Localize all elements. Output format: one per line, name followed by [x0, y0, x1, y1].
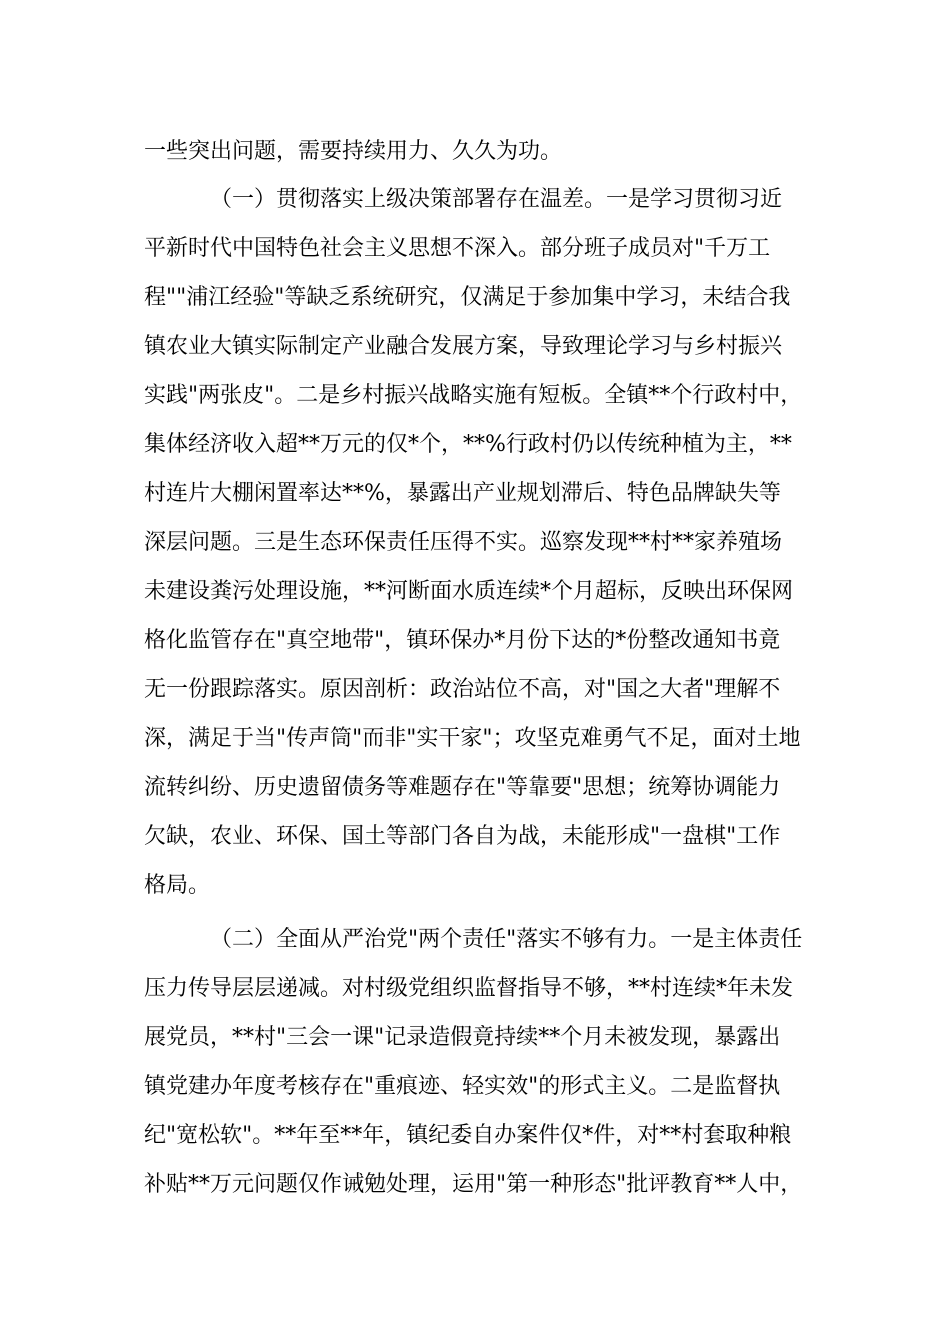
text-line: 镇党建办年度考核存在"重痕迹、轻实效"的形式主义。二是监督执: [144, 1074, 781, 1099]
text-line: 格化监管存在"真空地带"，镇环保办*月份下达的*份整改通知书竟: [144, 628, 781, 653]
text-line: 欠缺，农业、环保、国土等部门各自为战，未能形成"一盘棋"工作: [144, 824, 781, 849]
text-line: 流转纠纷、历史遗留债务等难题存在"等靠要"思想；统筹协调能力: [144, 775, 781, 800]
text-line: 村连片大棚闲置率达**%，暴露出产业规划滞后、特色品牌缺失等: [144, 481, 781, 506]
text-line: 压力传导层层递减。对村级党组织监督指导不够，**村连续*年未发: [144, 976, 794, 1001]
section-heading-line: （二）全面从严治党"两个责任"落实不够有力。一是主体责任: [210, 927, 803, 952]
text-line: 无一份跟踪落实。原因剖析：政治站位不高，对"国之大者"理解不: [144, 677, 781, 702]
text-line: 纪"宽松软"。**年至**年，镇纪委自办案件仅*件，对**村套取种粮: [144, 1123, 792, 1148]
text-line: 展党员，**村"三会一课"记录造假竟持续**个月未被发现，暴露出: [144, 1025, 781, 1050]
text-line: 一些突出问题，需要持续用力、久久为功。: [144, 139, 563, 164]
section-heading-line: （一）贯彻落实上级决策部署存在温差。一是学习贯彻习近: [210, 187, 783, 212]
text-line: 程""浦江经验"等缺乏系统研究，仅满足于参加集中学习，未结合我: [144, 285, 791, 310]
text-line: 深层问题。三是生态环保责任压得不实。巡察发现**村**家养殖场: [144, 530, 783, 555]
text-line: 深，满足于当"传声筒"而非"实干家"；攻坚克难勇气不足，面对土地: [144, 726, 801, 751]
text-line: 集体经济收入超**万元的仅*个，**%行政村仍以传统种植为主，**: [144, 432, 792, 457]
text-line: 平新时代中国特色社会主义思想不深入。部分班子成员对"千万工: [144, 236, 771, 261]
text-line: 补贴**万元问题仅作诫勉处理，运用"第一种形态"批评教育**人中，: [144, 1172, 803, 1197]
text-line: 格局。: [144, 873, 211, 898]
text-line: 实践"两张皮"。二是乡村振兴战略实施有短板。全镇**个行政村中，: [144, 383, 803, 408]
text-line: 未建设粪污处理设施，**河断面水质连续*个月超标，反映出环保网: [144, 579, 794, 604]
text-line: 镇农业大镇实际制定产业融合发展方案，导致理论学习与乡村振兴: [144, 334, 783, 359]
